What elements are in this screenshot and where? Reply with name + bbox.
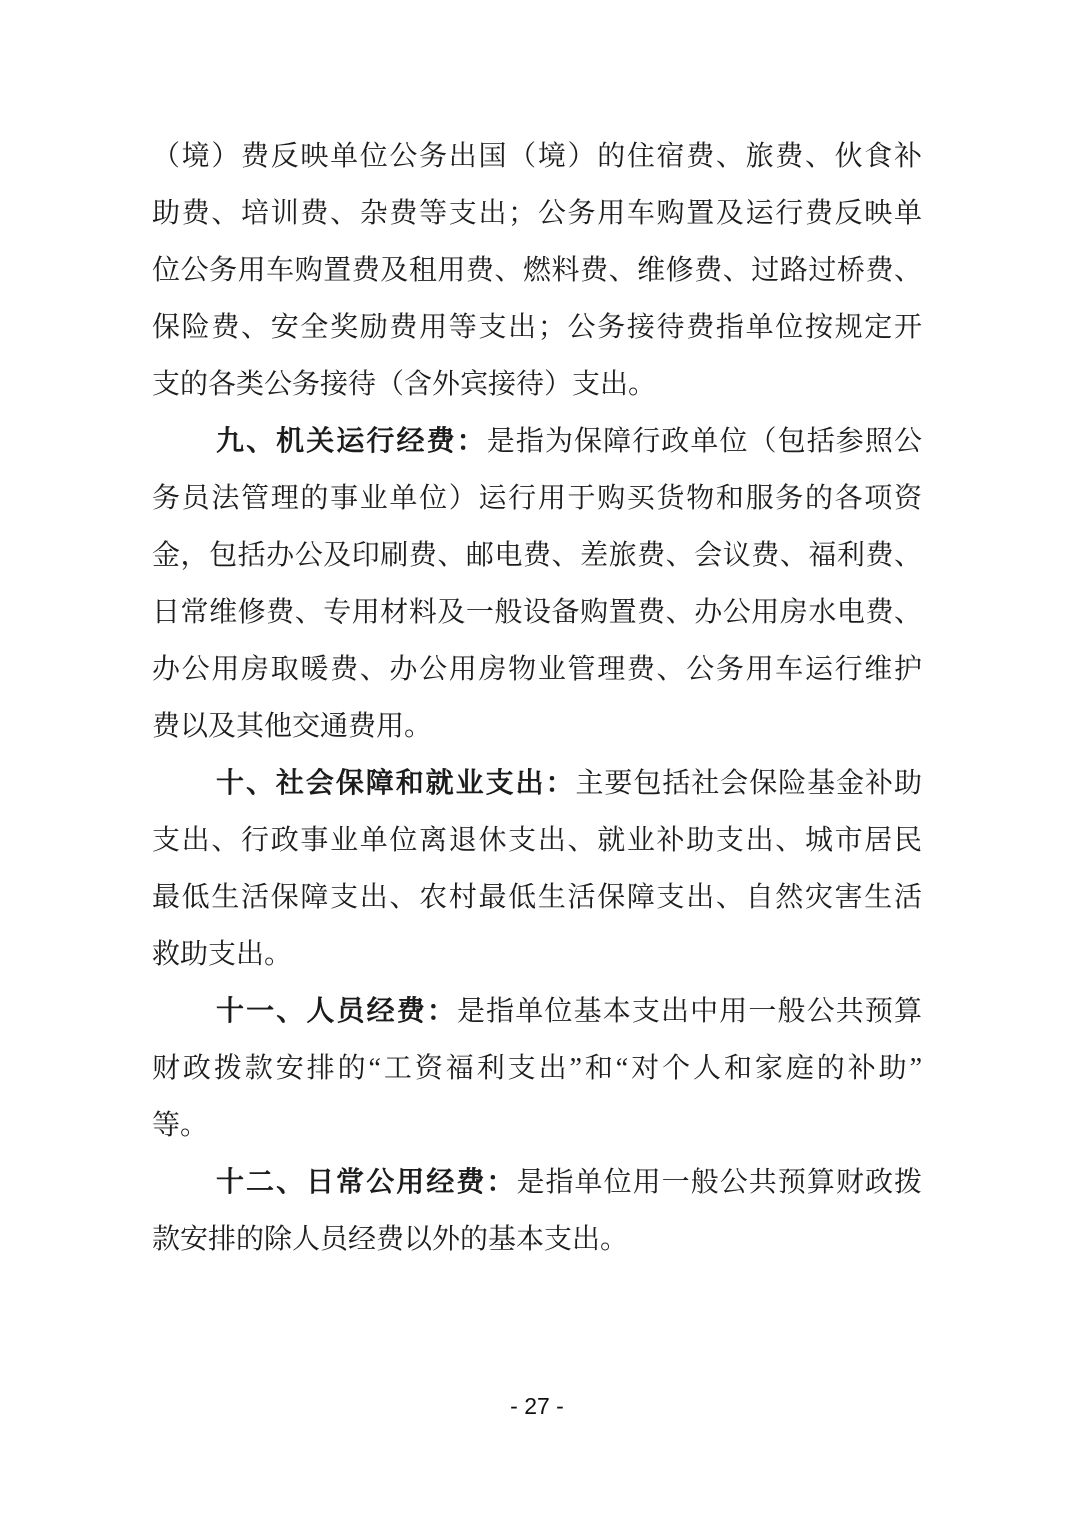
text-line: 费以及其他交通费用。	[152, 711, 433, 742]
text-line: 等。	[152, 1110, 209, 1141]
text-line: 办公用房取暖费、办公用房物业管理费、公务用车运行维护	[152, 654, 922, 685]
text-line: 位公务用车购置费及租用费、燃料费、维修费、过路过桥费、	[152, 255, 922, 286]
paragraph-overseas-travel-vehicle-reception	[152, 128, 922, 413]
text-line: 十、社会保障和就业支出：主要包括社会保险基金补助	[216, 768, 922, 799]
section-heading: 九、机关运行经费：	[216, 426, 487, 457]
page-number: - 27 -	[510, 1393, 564, 1419]
text-line: 支的各类公务接待（含外宾接待）支出。	[152, 369, 657, 400]
paragraph-9-agency-operating-funds	[152, 413, 922, 755]
paragraph-10-social-security-employment	[152, 755, 922, 983]
text-line: （境）费反映单位公务出国（境）的住宿费、旅费、伙食补	[152, 141, 922, 172]
text-line: 款安排的除人员经费以外的基本支出。	[152, 1224, 629, 1255]
text-line: 九、机关运行经费：是指为保障行政单位（包括参照公	[216, 426, 922, 457]
text-line: 最低生活保障支出、农村最低生活保障支出、自然灾害生活	[152, 882, 922, 913]
text-line: 保险费、安全奖励费用等支出；公务接待费指单位按规定开	[152, 312, 922, 343]
paragraph-11-personnel-funds	[152, 983, 922, 1154]
text-line: 日常维修费、专用材料及一般设备购置费、办公用房水电费、	[152, 597, 922, 628]
text-line: 救助支出。	[152, 939, 293, 970]
text-line: 十一、人员经费：是指单位基本支出中用一般公共预算	[216, 996, 922, 1027]
text-line: 十二、日常公用经费：是指单位用一般公共预算财政拨	[216, 1167, 922, 1198]
text-line: 助费、培训费、杂费等支出；公务用车购置及运行费反映单	[152, 198, 922, 229]
section-heading: 十二、日常公用经费：	[216, 1167, 517, 1198]
text-line: 财政拨款安排的“工资福利支出”和“对个人和家庭的补助”	[152, 1053, 922, 1084]
paragraph-12-daily-public-funds	[152, 1154, 922, 1268]
text-line: 务员法管理的事业单位）运行用于购买货物和服务的各项资	[152, 483, 922, 514]
document-body	[152, 128, 922, 1268]
text-line: 支出、行政事业单位离退休支出、就业补助支出、城市居民	[152, 825, 922, 856]
text-line: 金，包括办公及印刷费、邮电费、差旅费、会议费、福利费、	[152, 540, 922, 571]
section-heading: 十、社会保障和就业支出：	[216, 768, 576, 799]
section-heading: 十一、人员经费：	[216, 996, 458, 1027]
